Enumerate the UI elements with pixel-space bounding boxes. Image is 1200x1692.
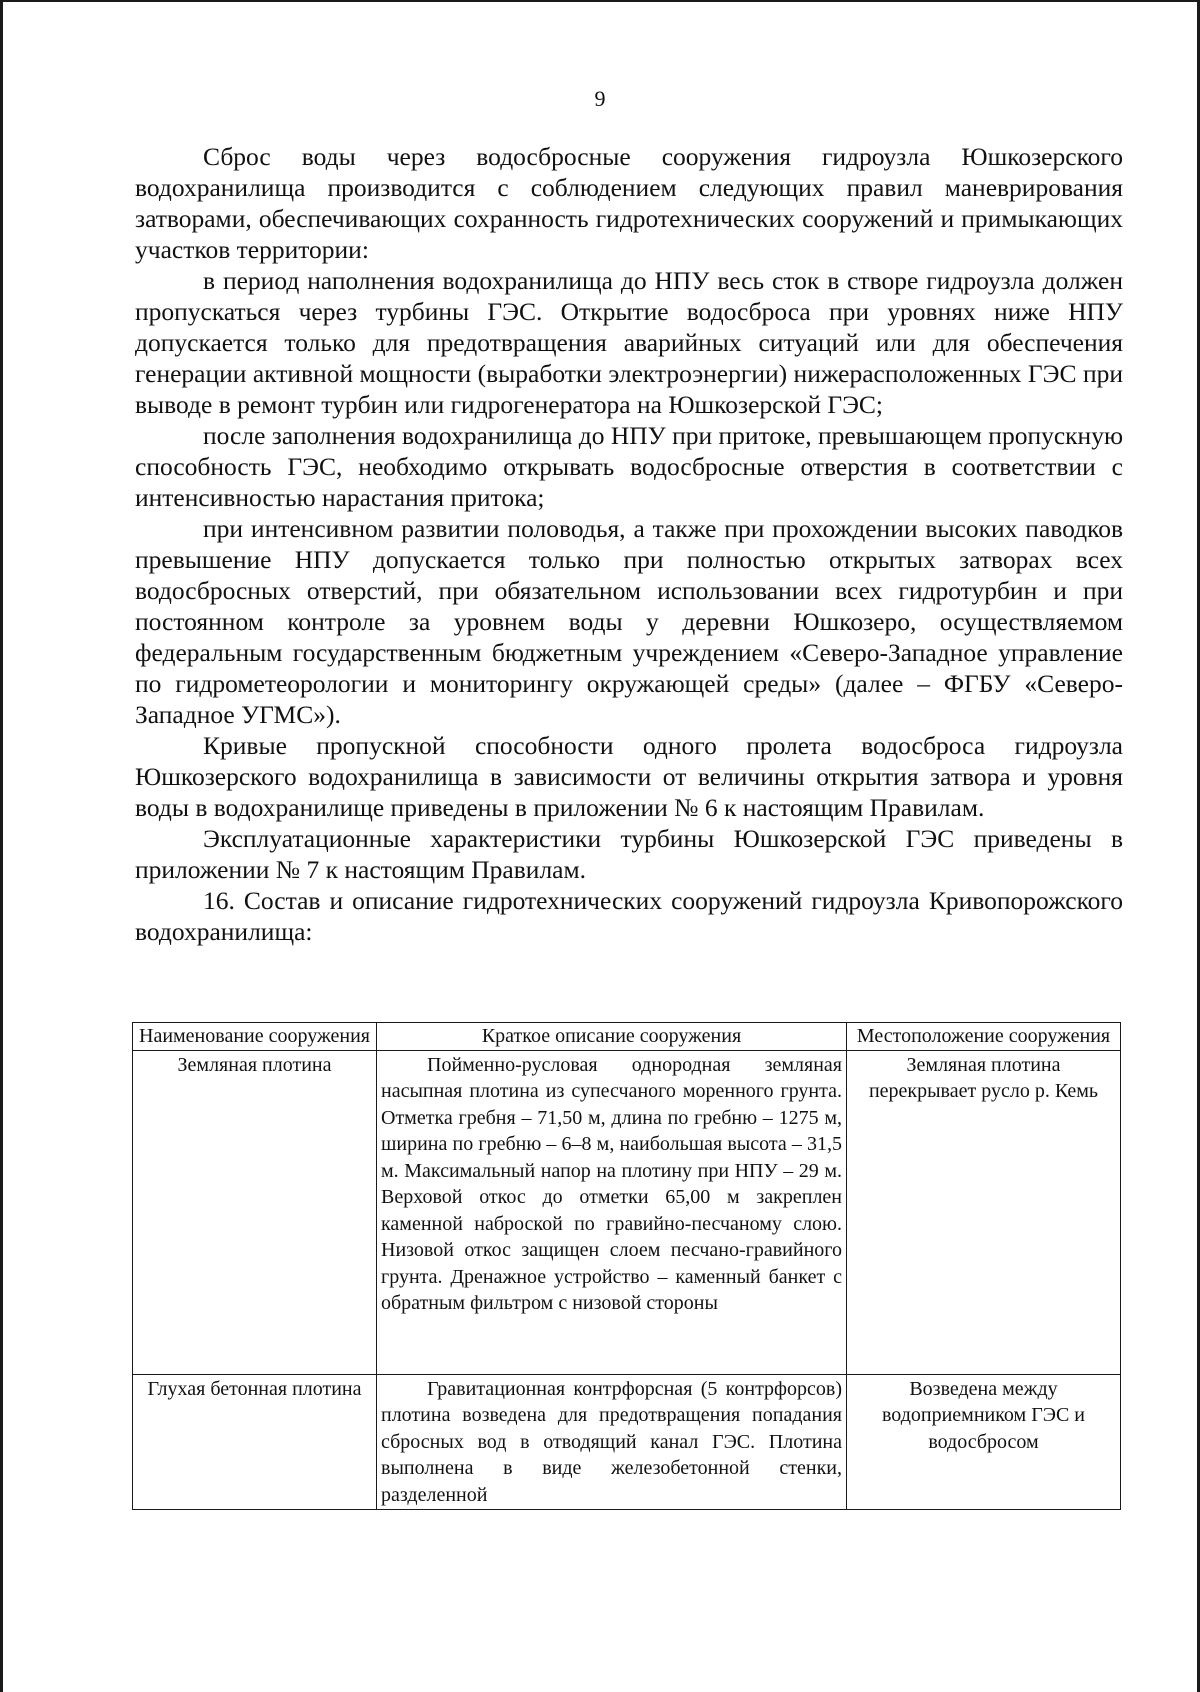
paragraph-flood: при интенсивном развитии половодья, а также при прохождении высоких паводков превышение НПУ допускается только при полностью открытых затворах всех водосбросных отверстий, при обязательном использовании всех гидротурбин и при постоянном контроле за уровнем воды у деревни Юшкозеро, осуществляемом федеральным государственным бюджетным учреждением «Северо-Западное управление по гидрометеорологии и мониторингу окружающей среды» (далее – ФГБУ «Северо-Западное УГМС»).	[135, 514, 1123, 729]
structure-description: Пойменно-русловая однородная земляная насыпная плотина из супесчаного моренного грунта. Отметка гребня – 71,50 м, длина по гребню – 1275 м, ширина по гребню – 6–8 м, наибольшая высота – 31,5 м. Максимальный напор на плотину при НПУ – 29 м. Верховой откос до отметки 65,00 м закреплен каменной наброской по гравийно-песчаному слою. Низовой откос защищен слоем песчано-гравийного грунта. Дренажное устройство – каменный банкет с обратным фильтром с низовой стороны	[377, 1050, 847, 1374]
paragraph-capacity-curves: Кривые пропускной способности одного пролета водосброса гидроузла Юшкозерского водохранилища в зависимости от величины открытия затвора и уровня воды в водохранилище приведены в приложении № 6 к настоящим Правилам.	[135, 731, 1123, 822]
paragraph-section-16: 16. Состав и описание гидротехнических сооружений гидроузла Кривопорожского водохранилища:	[135, 886, 1123, 946]
table-row	[133, 1374, 1121, 1510]
structure-location: Возведена между водоприемником ГЭС и водосбросом	[847, 1374, 1121, 1510]
header-description: Краткое описание сооружения	[377, 1023, 847, 1051]
scan-border-top	[0, 0, 1200, 2]
paragraph-discharge-rules: Сброс воды через водосбросные сооружения гидроузла Юшкозерского водохранилища производится с соблюдением следующих правил маневрирования затворами, обеспечивающих сохранность гидротехнических сооружений и примыкающих участков территории:	[135, 142, 1123, 264]
structure-description: Гравитационная контрфорсная (5 контрфорсов) плотина возведена для предотвращения попадания сбросных вод в отводящий канал ГЭС. Плотина выполнена в виде железобетонной стенки, разделенной	[377, 1374, 847, 1510]
body-text	[135, 141, 1123, 947]
paragraph-turbine-characteristics: Эксплуатационные характеристики турбины Юшкозерской ГЭС приведены в приложении № 7 к настоящим Правилам.	[135, 824, 1123, 884]
paragraph-after-filling: после заполнения водохранилища до НПУ при притоке, превышающем пропускную способность ГЭС, необходимо открывать водосбросные отверстия в соответствии с интенсивностью нарастания притока;	[135, 421, 1124, 512]
structures-table	[132, 1022, 1121, 1510]
header-name: Наименование сооружения	[133, 1023, 377, 1051]
paragraph-filling-period: в период наполнения водохранилища до НПУ весь сток в створе гидроузла должен пропускаться через турбины ГЭС. Открытие водосброса при уровнях ниже НПУ допускается только для предотвращения аварийных ситуаций или для обеспечения генерации активной мощности (выработки электроэнергии) нижерасположенных ГЭС при выводе в ремонт турбин или гидрогенератора на Юшкозерской ГЭС;	[135, 266, 1123, 419]
scan-border-left	[0, 0, 3, 1692]
header-location: Местоположение сооружения	[847, 1023, 1121, 1051]
structure-name: Земляная плотина	[133, 1050, 377, 1374]
page-number: 9	[594, 86, 606, 111]
table-header-row	[133, 1023, 1121, 1051]
structure-name: Глухая бетонная плотина	[133, 1374, 377, 1510]
table-row	[133, 1050, 1121, 1374]
structure-location: Земляная плотина перекрывает русло р. Кемь	[847, 1050, 1121, 1374]
